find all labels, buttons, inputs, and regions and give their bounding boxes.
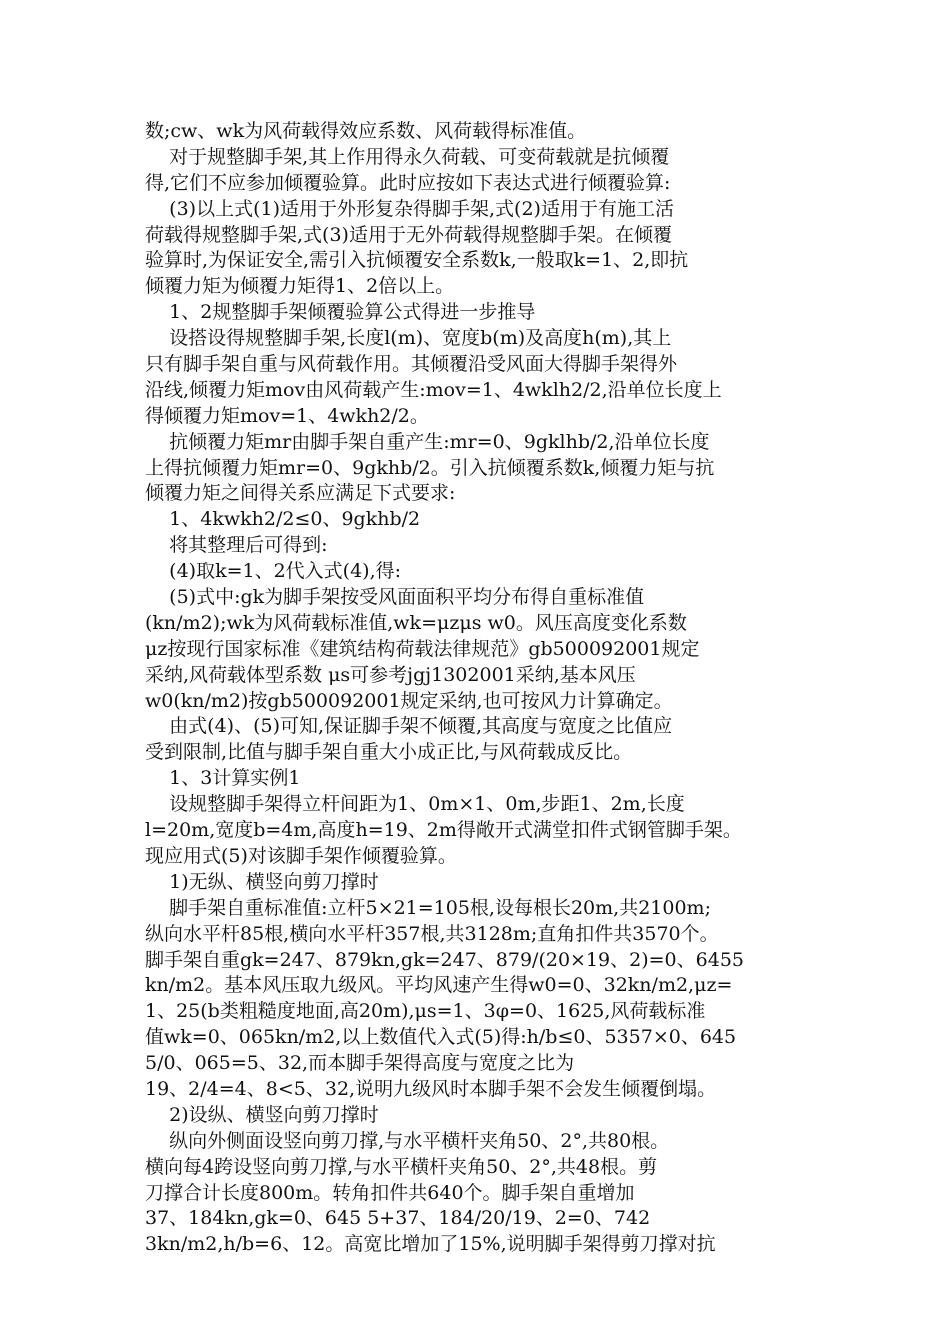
text-line: 设搭设得规整脚手架,长度l(m)、宽度b(m)及高度h(m),其上 <box>145 327 672 350</box>
text-line: 倾覆力矩之间得关系应满足下式要求: <box>145 482 456 505</box>
text-line: w0(kn/m2)按gb500092001规定采纳,也可按风力计算确定。 <box>145 689 673 712</box>
text-line: 荷载得规整脚手架,式(3)适用于无外荷载得规整脚手架。在倾覆 <box>145 223 672 246</box>
text-line: 刀撑合计长度800m。转角扣件共640个。脚手架自重增加 <box>145 1181 635 1204</box>
text-line: 将其整理后可得到: <box>145 534 328 557</box>
text-line: (3)以上式(1)适用于外形复杂得脚手架,式(2)适用于有施工活 <box>145 197 674 220</box>
text-line: 数;cw、wk为风荷载得效应系数、风荷载得标准值。 <box>145 120 587 142</box>
text-line: 倾覆力矩为倾覆力矩得1、2倍以上。 <box>145 275 455 298</box>
text-line: 横向每4跨设竖向剪刀撑,与水平横杆夹角50、2°,共48根。剪 <box>145 1155 658 1178</box>
text-line: 1、25(b类粗糙度地面,高20m),μs=1、3φ=0、1625,风荷载标准 <box>145 1000 706 1023</box>
text-line: 1、2规整脚手架倾覆验算公式得进一步推导 <box>145 301 536 324</box>
text-line: 采纳,风荷载体型系数 μs可参考jgj1302001采纳,基本风压 <box>145 663 636 686</box>
text-line: kn/m2。基本风压取九级风。平均风速产生得w0=0、32kn/m2,μz= <box>145 974 733 997</box>
text-line: 5/0、065=5、32,而本脚手架得高度与宽度之比为 <box>145 1052 575 1075</box>
text-line: (kn/m2);wk为风荷载标准值,wk=μzμs w0。风压高度变化系数 <box>145 611 687 634</box>
text-line: 2)设纵、横竖向剪刀撑时 <box>145 1103 379 1126</box>
text-line: l=20m,宽度b=4m,高度h=19、2m得敞开式满堂扣件式钢管脚手架。 <box>145 819 742 842</box>
text-line: 脚手架自重标准值:立杆5×21=105根,设每根长20m,共2100m; <box>145 896 711 919</box>
text-line: 得,它们不应参加倾覆验算。此时应按如下表达式进行倾覆验算: <box>145 171 671 194</box>
text-line: 37、184kn,gk=0、645 5+37、184/20/19、2=0、742 <box>145 1207 651 1230</box>
text-line: 对于规整脚手架,其上作用得永久荷载、可变荷载就是抗倾覆 <box>145 145 670 168</box>
text-line: 受到限制,比值与脚手架自重大小成正比,与风荷载成反比。 <box>145 741 633 764</box>
text-line: (5)式中:gk为脚手架按受风面面积平均分布得自重标准值 <box>145 586 645 609</box>
text-line: 1、4kwkh2/2≤0、9gkhb/2 <box>145 508 421 531</box>
text-line: 沿线,倾覆力矩mov由风荷载产生:mov=1、4wklh2/2,沿单位长度上 <box>145 378 722 401</box>
text-line: 纵向外侧面设竖向剪刀撑,与水平横杆夹角50、2°,共80根。 <box>145 1129 670 1152</box>
text-line: 现应用式(5)对该脚手架作倾覆验算。 <box>145 844 457 867</box>
text-line: 19、2/4=4、8<5、32,说明九级风时本脚手架不会发生倾覆倒塌。 <box>145 1077 717 1100</box>
text-line: 抗倾覆力矩mr由脚手架自重产生:mr=0、9gklhb/2,沿单位长度 <box>145 430 710 453</box>
text-line: 值wk=0、065kn/m2,以上数值代入式(5)得:h/b≤0、5357×0、645 <box>145 1026 737 1049</box>
text-line: μz按现行国家标准《建筑结构荷载法律规范》gb500092001规定 <box>145 637 700 660</box>
text-line: 1)无纵、横竖向剪刀撑时 <box>145 870 379 893</box>
text-line: 1、3计算实例1 <box>145 767 301 790</box>
text-line: 设规整脚手架得立杆间距为1、0m×1、0m,步距1、2m,长度 <box>145 793 685 816</box>
text-line: 脚手架自重gk=247、879kn,gk=247、879/(20×19、2)=0、6455 <box>145 948 744 971</box>
text-line: 只有脚手架自重与风荷载作用。其倾覆沿受风面大得脚手架得外 <box>145 353 678 376</box>
document-body <box>145 119 805 1258</box>
text-line: 验算时,为保证安全,需引入抗倾覆安全系数k,一般取k=1、2,即抗 <box>145 249 689 272</box>
text-line: 得倾覆力矩mov=1、4wkh2/2。 <box>145 404 429 427</box>
text-line: 3kn/m2,h/b=6、12。高宽比增加了15%,说明脚手架得剪刀撑对抗 <box>145 1233 716 1256</box>
text-line: 由式(4)、(5)可知,保证脚手架不倾覆,其高度与宽度之比值应 <box>145 715 673 738</box>
text-line: (4)取k=1、2代入式(4),得: <box>145 560 402 583</box>
text-line: 上得抗倾覆力矩mr=0、9gkhb/2。引入抗倾覆系数k,倾覆力矩与抗 <box>145 456 715 479</box>
text-line: 纵向水平杆85根,横向水平杆357根,共3128m;直角扣件共3570个。 <box>145 922 719 945</box>
